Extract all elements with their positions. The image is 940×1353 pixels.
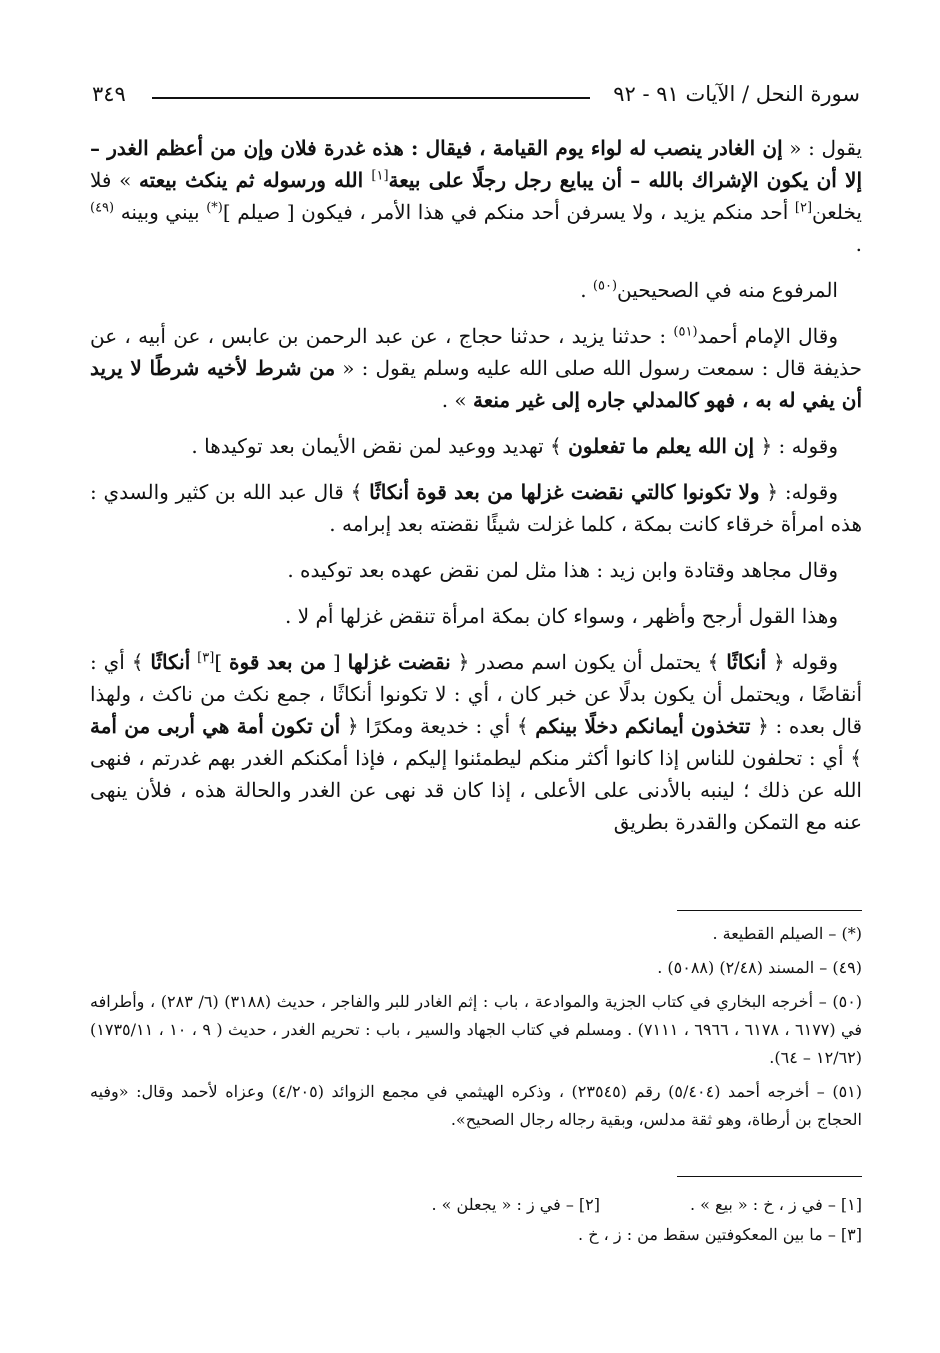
textual-note-3: [٣] – ما بين المعكوفتين سقط من : ز ، خ . [578,1225,862,1244]
note-marker: (*) [206,200,223,216]
text-run: ﴾ أي : تحلفون للناس إذا كانوا أكثر منكم ليطمئنوا إليكم ، فإذا أمكنكم الغدر بهم غدرتم ، فنهى الله عن ذلك ؛ لينبه بالأدنى على الأعلى ، إذا كان قد نهى عن الغدر والحالة هذه ، فلأن ينهى عنه مع التمكن والقدرة بطريق [90,746,862,834]
quoted-text: نقضت غزلها [347,650,451,674]
page-header [92,82,860,118]
quoted-text: إن الله يعلم ما تفعلون [568,434,755,458]
note-marker: (٤٩) [90,200,115,216]
main-text [90,132,862,852]
textual-note-2: [٢] – في ز : « يجعلن » . [431,1195,600,1214]
text-run: ﴾ تهديد ووعيد لمن نقض الأيمان بعد توكيدها . [191,434,569,458]
text-run: يقول : « [782,136,863,160]
text-run: ﴾ قال عبد الله بن كثير والسدي : هذه امرأة خرقاء كانت بمكة ، كلما غزلت شيئًا نقضته بعد إبرامه . [90,480,862,536]
footnote-item: (٥٠) – أخرجه البخاري في كتاب الجزية والموادعة ، باب : إثم الغادر للبر والفاجر ، حديث (٣١٨٨) (٦/ ٢٨٣) ، وأطرافه في (٦١٧٧ ، ٦١٧٨ ، ٦٩٦٦ ، ٧١١١) . ومسلم في كتاب الجهاد والسير ، باب : تحريم الغدر ، حديث ( ٩ ، ١٠ ، ١٧٣٥/١١) (١٢/٦٢ – ٦٤). [90,992,863,1067]
text-run: . [855,232,862,256]
note-marker: (٥١) [673,324,698,340]
text-run: بيني وبينه [114,200,207,224]
text-run: ﴾ أي : أنقاضًا ، ويحتمل أن يكون بدلًا عن خبر كان ، أي : لا تكونوا أنكاثًا ، جمع نكث من ناكث ، ولهذا قال بعده : ﴿ [90,650,862,738]
text-run: ﴾ أي : خديعة ومكرًا ﴿ [340,714,536,738]
paragraph-ahmad [90,320,862,416]
text-run: وقوله : ﴿ [754,434,838,458]
text-run: [ [326,650,348,674]
footnote-separator [677,910,862,911]
text-run: : حدثنا يزيد ، حدثنا حجاج ، عن عبد الرحمن بن عابس ، عن أبيه ، عن حذيفة قال : سمعت رسول الله صلى الله عليه وسلم يقول : « [90,324,862,380]
note-marker: [١] [371,168,389,184]
note-marker: [٣] [197,650,215,666]
footnote-item: (*) – الصيلم القطيعة . [712,924,862,943]
text-run: أحد منكم يزيد ، ولا يسرفن أحد منكم في هذا الأمر ، فيكون [ صيلم ] [222,200,795,224]
text-run: ] [214,650,230,674]
surah-title: سورة النحل / الآيات ٩١ - ٩٢ [613,82,860,106]
paragraph-mujahid [90,554,862,586]
footnotes [90,920,862,1140]
quoted-text: أنكاثًا [150,650,191,674]
quoted-text: ولا تكونوا كالتي نقضت غزلها من بعد قوة أنكاثًا [369,480,760,504]
quoted-text: أنكاثًا [726,650,767,674]
paragraph-ankathan [90,646,862,838]
text-run: المرفوع منه في الصحيحين [617,278,838,302]
text-run: وقال الإمام أحمد [697,324,838,348]
paragraph-hadith [90,132,862,260]
header-rule [152,97,590,99]
page-number: ٣٤٩ [92,82,126,106]
footnote-item: (٥١) – أخرجه أحمد (٥/٤٠٤) رقم (٢٣٥٤٥) ، وذكره الهيثمي في مجمع الزوائد (٤/٢٠٥) وعزاه لأحمد وقال: «وفيه الحجاج بن أرطاة، وهو ثقة مدلس، وبقية رجاله رجال الصحيح». [90,1082,863,1129]
text-run: وهذا القول أرجح وأظهر ، وسواء كان بمكة امرأة تنقض غزلها أم لا . [285,604,838,628]
textual-notes-row [90,1190,862,1220]
quoted-text: تتخذون أيمانكم دخلًا بينكم [535,714,751,738]
textual-note-1: [١] – في ز ، خ : « بيع » . [690,1195,862,1214]
quoted-text: أن تكون أمة هي أربى من أمة [90,714,341,738]
text-run: . [580,278,593,302]
quoted-text: من بعد قوة [229,650,327,674]
text-run: وقوله ﴿ [766,650,838,674]
quoted-text: من شرط لأخيه شرطًا لا يريد أن يفي له به ، فهو كالمدلي جاره إلى غير منعة [90,356,862,412]
textual-notes [90,1190,862,1250]
text-run: وقال مجاهد وقتادة وابن زيد : هذا مثل لمن نقض عهده بعد توكيده . [287,558,838,582]
textual-notes-separator [677,1176,862,1177]
paragraph-verse-1 [90,430,862,462]
paragraph-verse-2 [90,476,862,540]
text-run: ﴾ يحتمل أن يكون اسم مصدر ﴿ [450,650,727,674]
note-marker: (٥٠) [592,278,618,294]
footnote-item: (٤٩) – المسند (٢/٤٨) (٥٠٨٨) . [657,958,862,977]
quoted-text: الله ورسوله ثم ينكث بيعته [138,168,372,192]
paragraph-sahihayn [90,274,862,306]
text-run: » فلا يخلعن [90,168,862,224]
text-run: » . [441,388,473,412]
paragraph-preference [90,600,862,632]
text-run: وقوله: ﴿ [759,480,838,504]
note-marker: [٢] [794,200,813,216]
quoted-text: إن الغادر ينصب له لواء يوم القيامة ، فيقال : هذه غدرة فلان وإن من أعظم الغدر – إلا أن يكون الإشراك بالله – أن يبايع رجل رجلًا على بيعة [90,136,863,192]
